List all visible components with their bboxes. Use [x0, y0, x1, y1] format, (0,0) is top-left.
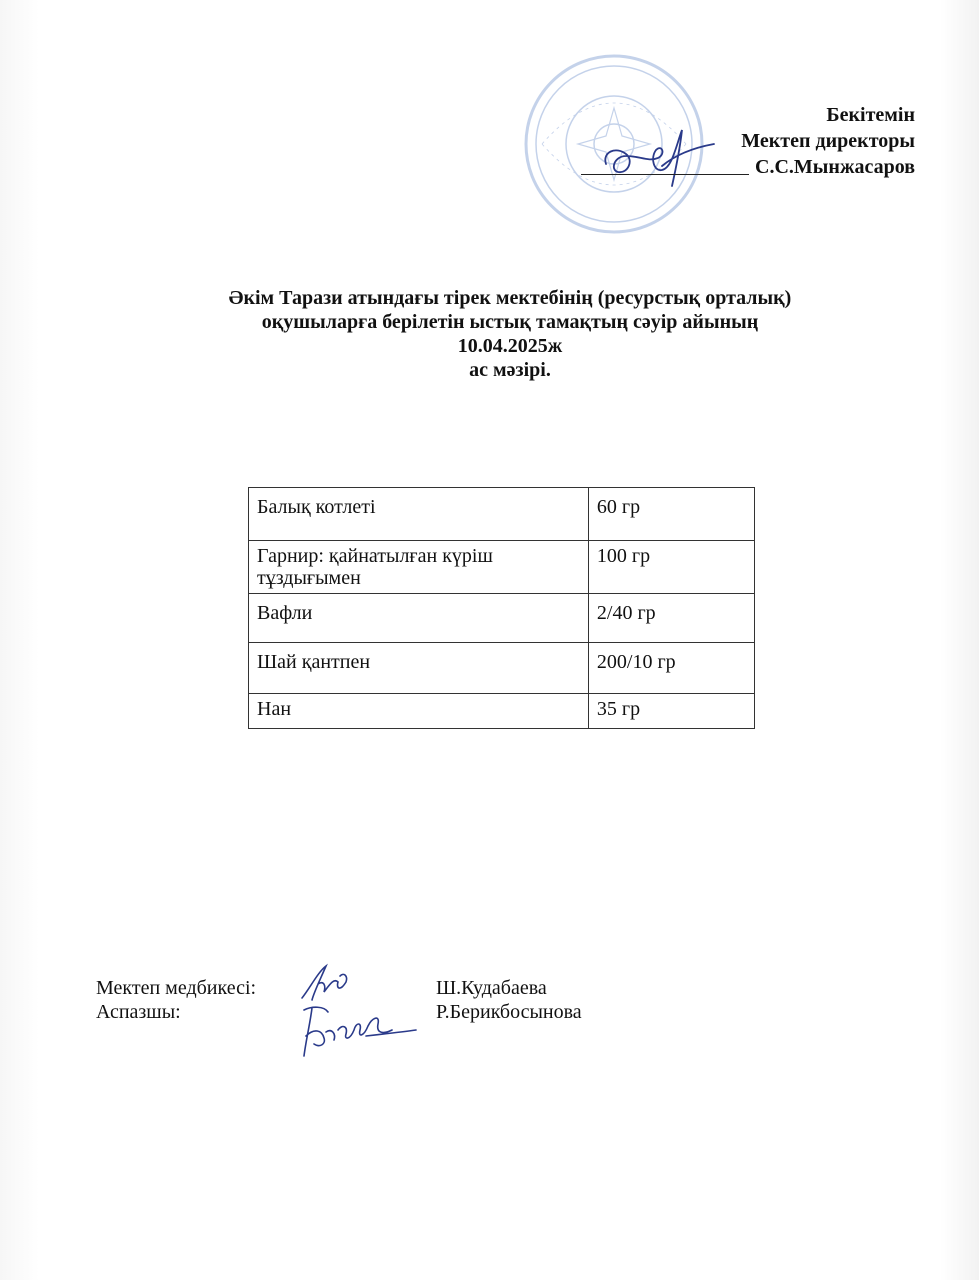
- staff-row-cook: [96, 1000, 636, 1024]
- staff-signatures: [96, 976, 636, 1024]
- title-date: 10.04.2025ж: [457, 335, 563, 357]
- menu-item-amount: 60 гр: [588, 488, 754, 541]
- approval-signature-line: [581, 154, 915, 180]
- approval-heading: Бекітемін: [826, 104, 915, 126]
- title-line-4: ас мәзірі.: [469, 359, 551, 381]
- staff-name: Р.Берикбосынова: [436, 1001, 582, 1023]
- table-row: [249, 541, 755, 594]
- staff-name: Ш.Кудабаева: [436, 977, 547, 999]
- approval-position: Мектеп директоры: [741, 130, 915, 152]
- menu-item-name: Нан: [249, 694, 589, 729]
- table-row: [249, 643, 755, 694]
- menu-item-name: Балық котлеті: [249, 488, 589, 541]
- menu-item-amount: 35 гр: [588, 694, 754, 729]
- staff-row-nurse: [96, 976, 636, 1000]
- approval-block: [581, 102, 915, 180]
- staff-role: Аспазшы:: [96, 1001, 181, 1023]
- menu-table: [248, 487, 755, 729]
- staff-role: Мектеп медбикесі:: [96, 977, 257, 999]
- menu-item-amount: 2/40 гр: [588, 594, 754, 643]
- table-row: [249, 594, 755, 643]
- menu-item-name: Гарнир: қайнатылған күріш тұздығымен: [249, 541, 589, 594]
- menu-item-amount: 200/10 гр: [588, 643, 754, 694]
- menu-item-name: Вафли: [249, 594, 589, 643]
- table-row: [249, 488, 755, 541]
- document-title: [100, 286, 920, 382]
- title-line-1: Әкім Тарази атындағы тірек мектебінің (ресурстық орталық): [228, 287, 792, 309]
- menu-item-name: Шай қантпен: [249, 643, 589, 694]
- signature-underline: [581, 174, 749, 175]
- table-row: [249, 694, 755, 729]
- menu-item-amount: 100 гр: [588, 541, 754, 594]
- title-line-2: оқушыларға берілетін ыстық тамақтың сәуір айының: [261, 311, 759, 333]
- director-name: С.С.Мынжасаров: [755, 156, 915, 178]
